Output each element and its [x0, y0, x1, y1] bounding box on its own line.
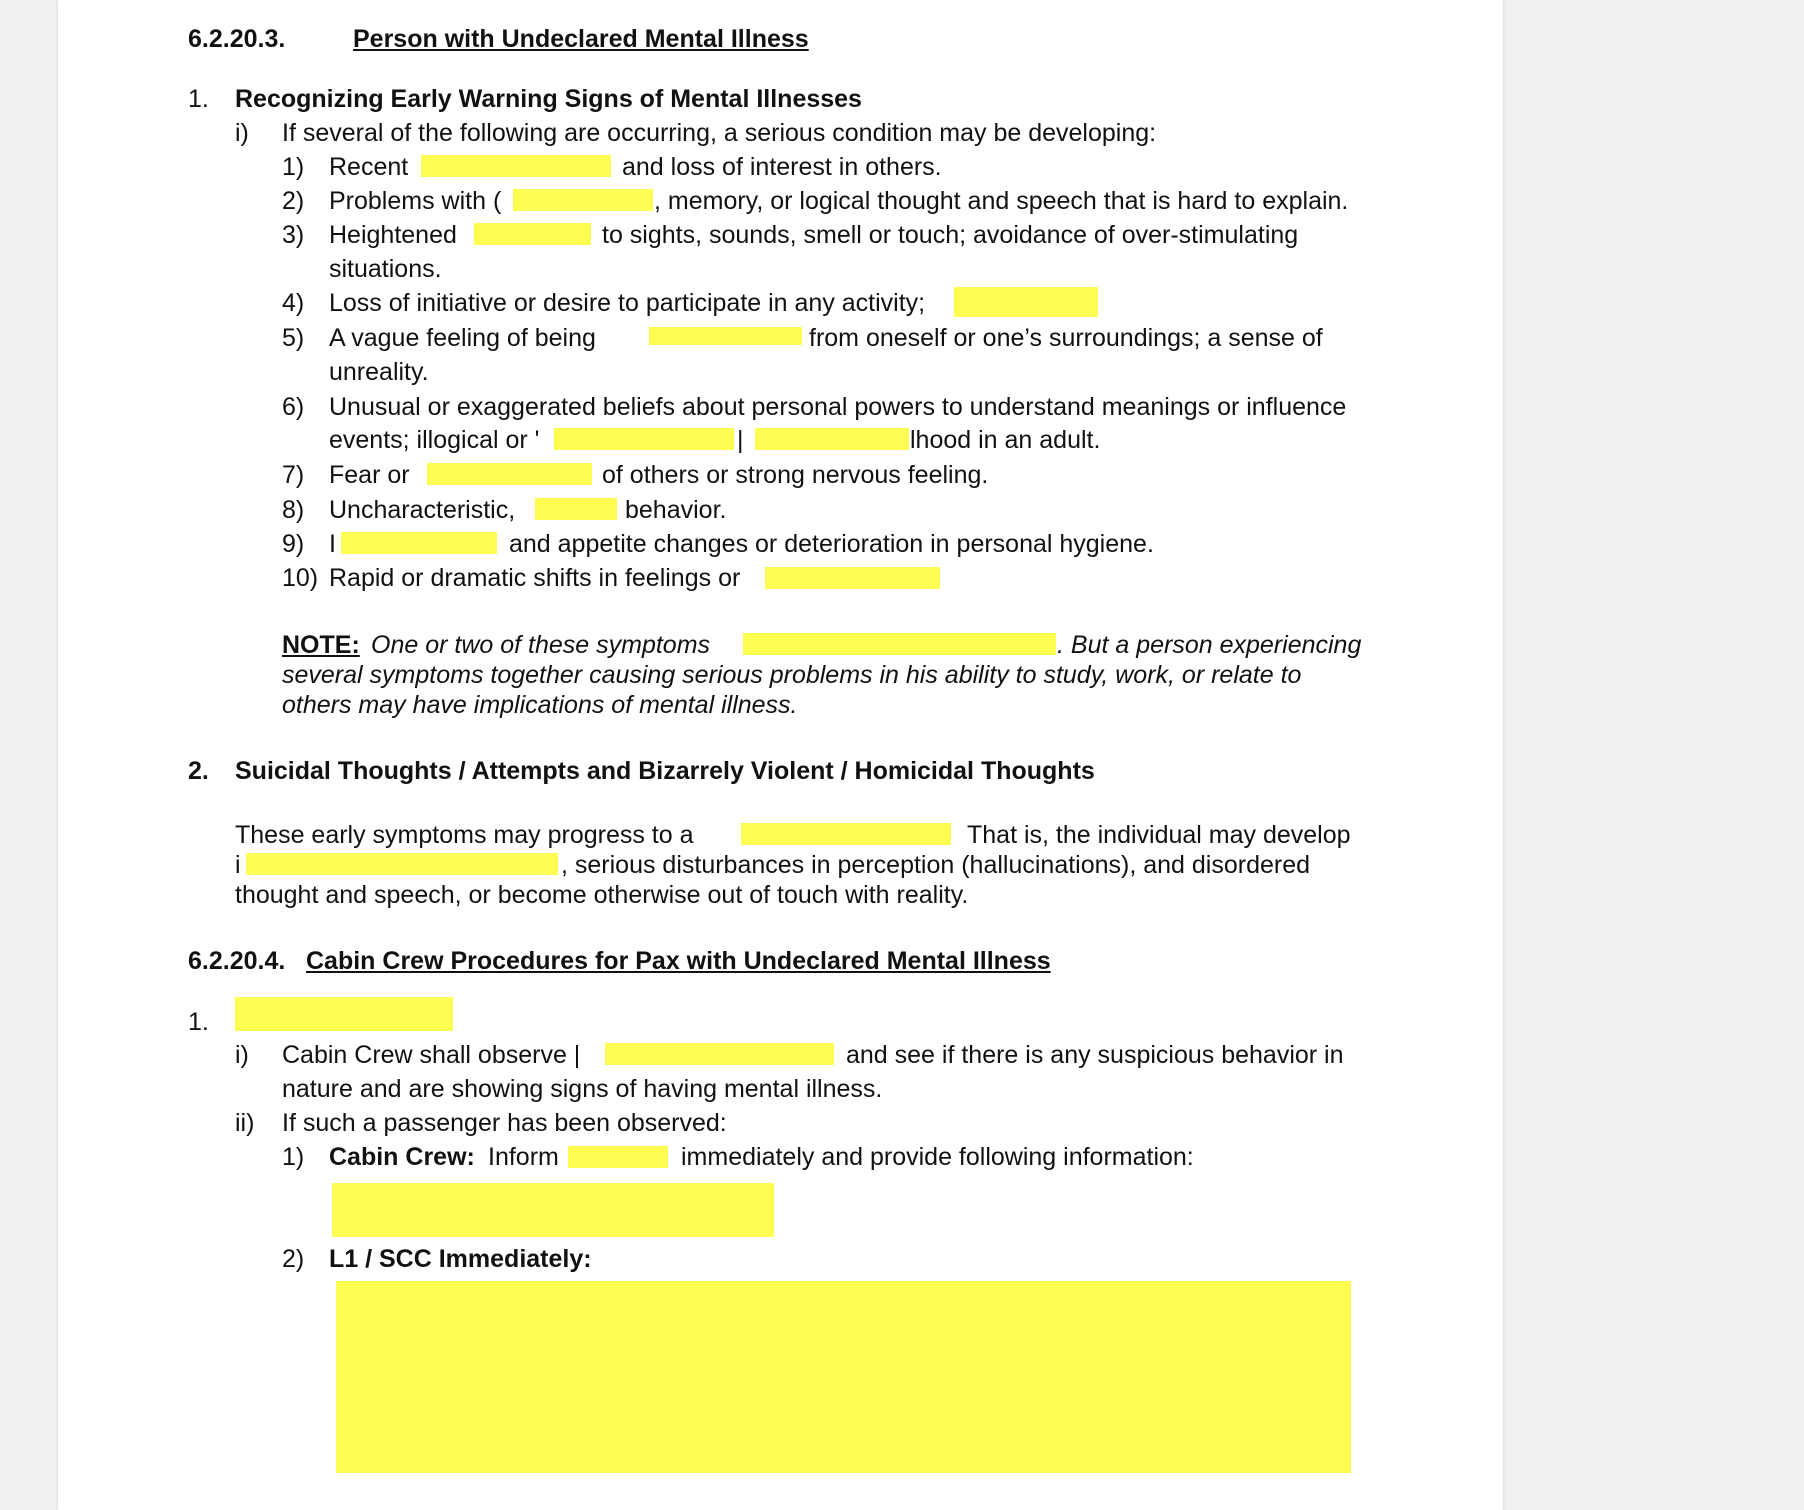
- redaction-highlight: [743, 633, 1056, 655]
- note-label: NOTE:: [282, 631, 360, 659]
- list-item-text: and loss of interest in others.: [622, 153, 942, 181]
- redaction-highlight: [421, 155, 611, 177]
- note-text: . But a person experiencing: [1057, 631, 1362, 659]
- redaction-highlight: [246, 853, 558, 875]
- list-item-text: from oneself or one’s surroundings; a sense of: [809, 324, 1323, 352]
- list-item-text: , memory, or logical thought and speech that is hard to explain.: [654, 187, 1349, 215]
- list-item-text: lhood in an adult.: [910, 426, 1101, 454]
- redaction-highlight: [649, 327, 802, 345]
- sub-item-text: If such a passenger has been observed:: [282, 1109, 727, 1137]
- paragraph-text: , serious disturbances in perception (hallucinations), and disordered: [561, 851, 1311, 879]
- list-item-number: 3): [282, 221, 305, 249]
- paragraph-text: That is, the individual may develop: [967, 821, 1351, 849]
- sub-item-text: If several of the following are occurring, a serious condition may be developing:: [282, 119, 1157, 147]
- redaction-highlight: [336, 1281, 1351, 1473]
- list-item-text: Unusual or exaggerated beliefs about personal powers to understand meanings or influence: [329, 393, 1347, 421]
- note-text: several symptoms together causing serious problems in his ability to study, work, or relate to: [282, 661, 1302, 689]
- list-item-text: A vague feeling of being: [329, 324, 596, 352]
- list-item-number: 7): [282, 461, 305, 489]
- list-item-text: Problems with (: [329, 187, 502, 215]
- list-item-text: unreality.: [329, 358, 429, 386]
- redaction-highlight: [568, 1146, 668, 1168]
- sub-item-number: ii): [235, 1109, 255, 1137]
- section-title: Cabin Crew Procedures for Pax with Undeclared Mental Illness: [306, 947, 1051, 975]
- list-item-text: Recent: [329, 153, 409, 181]
- list-item-text: Heightened: [329, 221, 457, 249]
- list-item-number: 8): [282, 496, 305, 524]
- list-item-number: 4): [282, 289, 305, 317]
- list-item-text: Uncharacteristic,: [329, 496, 516, 524]
- heading-title: Recognizing Early Warning Signs of Mental Illnesses: [235, 85, 862, 113]
- section-title: Person with Undeclared Mental Illness: [353, 25, 809, 53]
- heading-number: 1.: [188, 85, 209, 113]
- list-item-text: Fear or: [329, 461, 410, 489]
- list-item-number: 5): [282, 324, 305, 352]
- sub-item-text: and see if there is any suspicious behavior in: [846, 1041, 1344, 1069]
- list-item-text: of others or strong nervous feeling.: [602, 461, 989, 489]
- note-text: others may have implications of mental illness.: [282, 691, 798, 719]
- sub-item-text: nature and are showing signs of having mental illness.: [282, 1075, 883, 1103]
- sub-item-text: Cabin Crew shall observe |: [282, 1041, 581, 1069]
- sub-item-number: i): [235, 119, 249, 147]
- redaction-highlight: [427, 463, 592, 485]
- list-item-text: behavior.: [625, 496, 727, 524]
- note-text: One or two of these symptoms: [371, 631, 711, 659]
- redaction-highlight: [765, 567, 940, 589]
- paragraph-text: i: [235, 851, 241, 879]
- section-number: 6.2.20.3.: [188, 25, 286, 53]
- list-item-text: situations.: [329, 255, 442, 283]
- list-item-number: 10): [282, 564, 319, 592]
- redaction-highlight: [954, 287, 1098, 317]
- document-page: [58, 0, 1503, 1510]
- list-item-number: 2): [282, 187, 305, 215]
- redaction-highlight: [554, 428, 734, 450]
- heading-title: Suicidal Thoughts / Attempts and Bizarrely Violent / Homicidal Thoughts: [235, 757, 1095, 785]
- list-item-text: to sights, sounds, smell or touch; avoidance of over-stimulating: [602, 221, 1299, 249]
- paragraph-text: thought and speech, or become otherwise out of touch with reality.: [235, 881, 969, 909]
- list-item-text: events; illogical or ': [329, 426, 540, 454]
- redaction-highlight: [235, 997, 453, 1031]
- list-item-number: 1): [282, 153, 305, 181]
- list-item-text: immediately and provide following information:: [681, 1143, 1194, 1171]
- section-number: 6.2.20.4.: [188, 947, 286, 975]
- list-item-text: Rapid or dramatic shifts in feelings or: [329, 564, 741, 592]
- redaction-highlight: [605, 1043, 834, 1065]
- redaction-highlight: [755, 428, 909, 450]
- list-item-label: Cabin Crew:: [329, 1143, 475, 1171]
- list-item-text: I: [329, 530, 336, 558]
- list-item-text: Loss of initiative or desire to participate in any activity;: [329, 289, 926, 317]
- redaction-highlight: [332, 1183, 774, 1237]
- list-item-number: 6): [282, 393, 305, 421]
- heading-number: 2.: [188, 757, 209, 785]
- redaction-highlight: [513, 189, 653, 211]
- list-item-number: 1): [282, 1143, 305, 1171]
- list-item-label: L1 / SCC Immediately:: [329, 1245, 592, 1273]
- list-item-text: and appetite changes or deterioration in personal hygiene.: [509, 530, 1154, 558]
- list-item-number: 9): [282, 530, 305, 558]
- redaction-highlight: [535, 498, 617, 520]
- sub-item-number: i): [235, 1041, 249, 1069]
- redaction-highlight: [741, 823, 951, 845]
- list-item-text: Inform: [488, 1143, 559, 1171]
- heading-number: 1.: [188, 1008, 209, 1036]
- redaction-highlight: [341, 532, 497, 554]
- redaction-highlight: [474, 223, 591, 245]
- paragraph-text: These early symptoms may progress to a: [235, 821, 694, 849]
- list-item-text: |: [737, 426, 744, 454]
- list-item-number: 2): [282, 1245, 305, 1273]
